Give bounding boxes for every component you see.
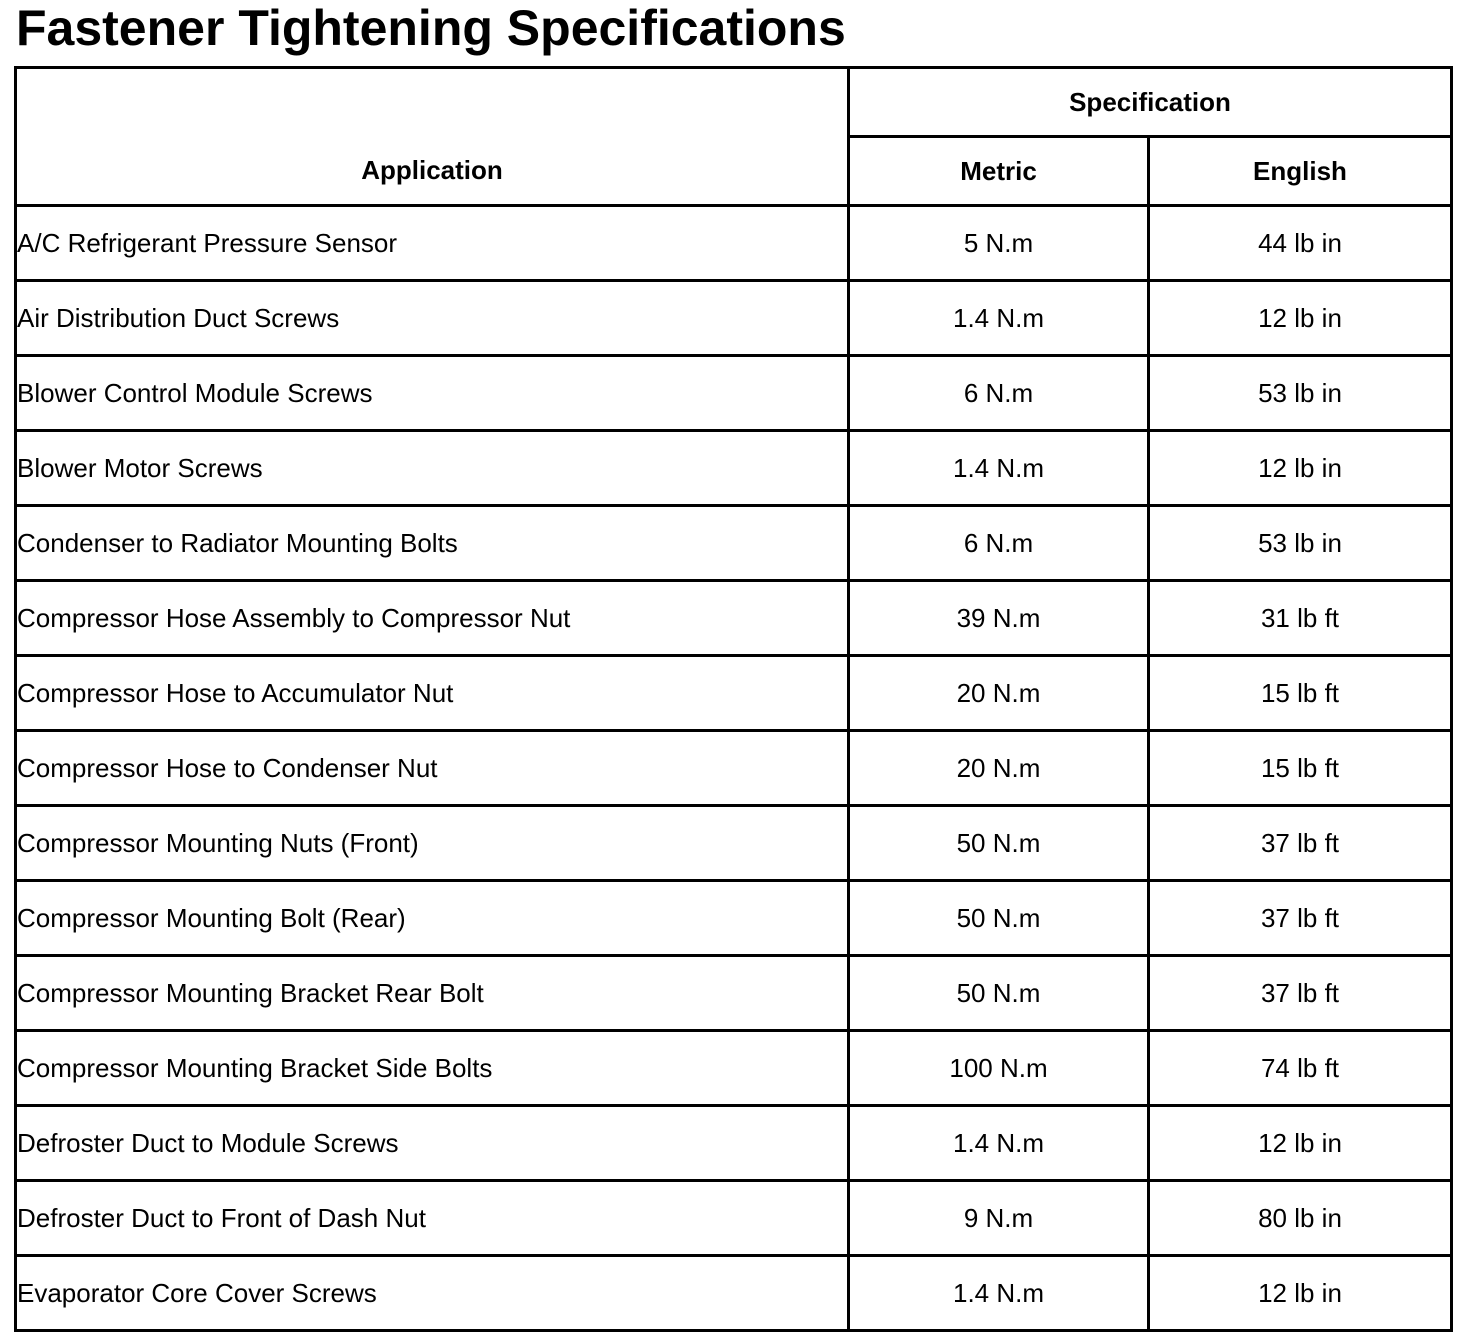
application-column-header <box>16 68 849 206</box>
english-cell: 37 lb ft <box>1149 956 1452 1031</box>
english-column-header: English <box>1149 137 1452 206</box>
english-cell: 12 lb in <box>1149 1256 1452 1331</box>
english-cell: 44 lb in <box>1149 206 1452 281</box>
english-cell: 80 lb in <box>1149 1181 1452 1256</box>
metric-cell: 50 N.m <box>849 806 1149 881</box>
table-row <box>16 581 1452 656</box>
table-row <box>16 806 1452 881</box>
table-header-row <box>16 68 1452 137</box>
english-cell: 15 lb ft <box>1149 731 1452 806</box>
table-row <box>16 1256 1452 1331</box>
metric-cell: 5 N.m <box>849 206 1149 281</box>
english-cell: 53 lb in <box>1149 356 1452 431</box>
table-row <box>16 281 1452 356</box>
application-cell: A/C Refrigerant Pressure Sensor <box>16 206 849 281</box>
metric-cell: 9 N.m <box>849 1181 1149 1256</box>
table-row <box>16 1181 1452 1256</box>
table-row <box>16 881 1452 956</box>
table-row <box>16 206 1452 281</box>
application-cell: Defroster Duct to Front of Dash Nut <box>16 1181 849 1256</box>
application-header-label: Application <box>361 155 503 185</box>
table-row <box>16 1106 1452 1181</box>
metric-cell: 1.4 N.m <box>849 281 1149 356</box>
metric-column-header: Metric <box>849 137 1149 206</box>
english-cell: 31 lb ft <box>1149 581 1452 656</box>
metric-cell: 1.4 N.m <box>849 431 1149 506</box>
english-cell: 37 lb ft <box>1149 881 1452 956</box>
table-row <box>16 956 1452 1031</box>
english-cell: 12 lb in <box>1149 1106 1452 1181</box>
metric-cell: 100 N.m <box>849 1031 1149 1106</box>
english-cell: 12 lb in <box>1149 281 1452 356</box>
fastener-spec-table <box>14 66 1453 1332</box>
table-row <box>16 506 1452 581</box>
table-row <box>16 1031 1452 1106</box>
application-cell: Blower Motor Screws <box>16 431 849 506</box>
metric-cell: 6 N.m <box>849 506 1149 581</box>
metric-cell: 1.4 N.m <box>849 1256 1149 1331</box>
metric-cell: 50 N.m <box>849 881 1149 956</box>
application-cell: Compressor Mounting Bracket Rear Bolt <box>16 956 849 1031</box>
english-cell: 53 lb in <box>1149 506 1452 581</box>
application-cell: Condenser to Radiator Mounting Bolts <box>16 506 849 581</box>
english-cell: 37 lb ft <box>1149 806 1452 881</box>
application-cell: Compressor Mounting Bracket Side Bolts <box>16 1031 849 1106</box>
metric-cell: 20 N.m <box>849 656 1149 731</box>
metric-cell: 1.4 N.m <box>849 1106 1149 1181</box>
application-cell: Compressor Hose to Accumulator Nut <box>16 656 849 731</box>
metric-cell: 6 N.m <box>849 356 1149 431</box>
page-title: Fastener Tightening Specifications <box>16 0 846 56</box>
english-cell: 74 lb ft <box>1149 1031 1452 1106</box>
table-row <box>16 356 1452 431</box>
application-cell: Air Distribution Duct Screws <box>16 281 849 356</box>
table-row <box>16 656 1452 731</box>
table-body <box>16 206 1452 1331</box>
metric-cell: 39 N.m <box>849 581 1149 656</box>
application-cell: Defroster Duct to Module Screws <box>16 1106 849 1181</box>
application-cell: Compressor Hose Assembly to Compressor Nut <box>16 581 849 656</box>
metric-cell: 20 N.m <box>849 731 1149 806</box>
application-cell: Evaporator Core Cover Screws <box>16 1256 849 1331</box>
english-cell: 12 lb in <box>1149 431 1452 506</box>
application-cell: Compressor Mounting Bolt (Rear) <box>16 881 849 956</box>
application-cell: Blower Control Module Screws <box>16 356 849 431</box>
metric-cell: 50 N.m <box>849 956 1149 1031</box>
table-row <box>16 431 1452 506</box>
application-cell: Compressor Mounting Nuts (Front) <box>16 806 849 881</box>
english-cell: 15 lb ft <box>1149 656 1452 731</box>
application-cell: Compressor Hose to Condenser Nut <box>16 731 849 806</box>
specification-column-header: Specification <box>849 68 1452 137</box>
table-row <box>16 731 1452 806</box>
